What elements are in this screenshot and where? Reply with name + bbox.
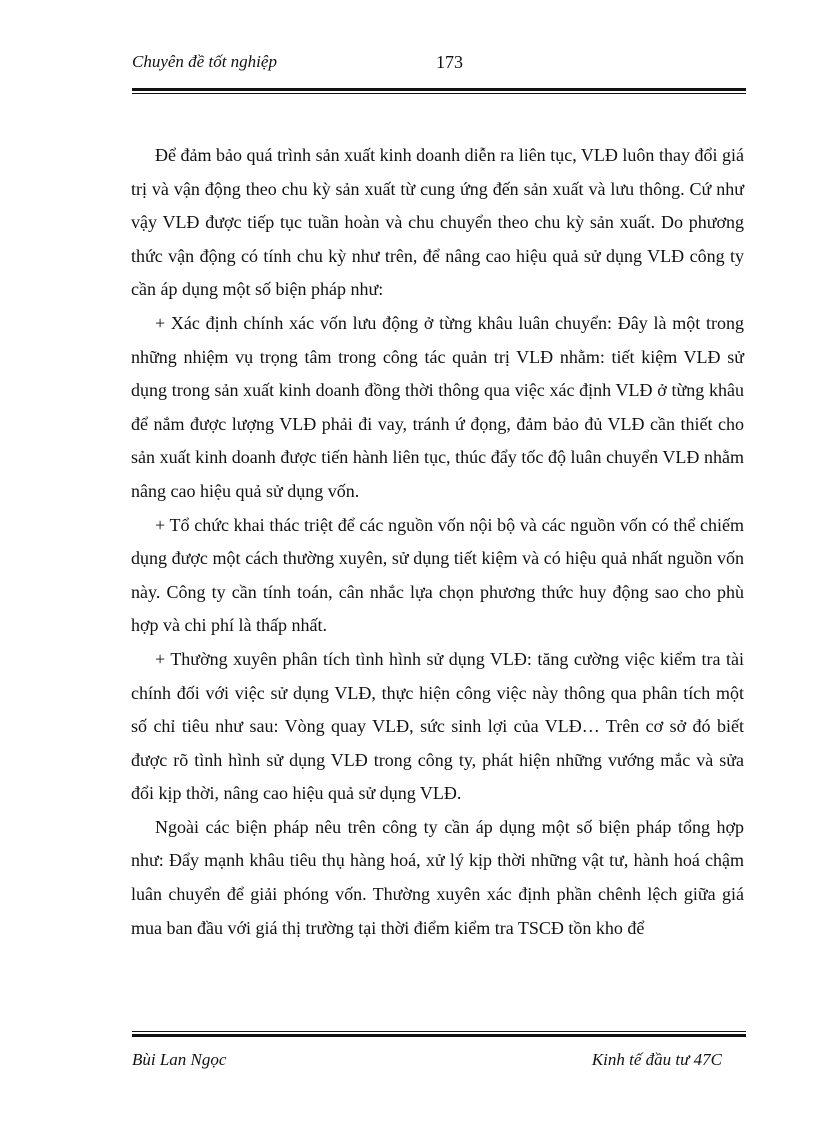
document-title: Chuyên đề tốt nghiệp [132, 52, 277, 71]
page-number: 173 [436, 52, 463, 72]
page-body [131, 139, 744, 945]
header-divider [132, 88, 746, 94]
paragraph: + Xác định chính xác vốn lưu động ở từng khâu luân chuyển: Đây là một trong những nhiệm vụ trọng tâm trong công tác quản trị VLĐ nhằm: tiết kiệm VLĐ sử dụng trong sản xuất kinh doanh đồng thời thông qua việc xác định VLĐ ở từng khâu để nắm được lượng VLĐ phải đi vay, tránh ứ đọng, đảm bảo đủ VLĐ cần thiết cho sản xuất kinh doanh được tiến hành liên tục, thúc đẩy tốc độ luân chuyển VLĐ nhằm nâng cao hiệu quả sử dụng vốn. [131, 312, 744, 501]
author-name: Bùi Lan Ngọc [132, 1050, 227, 1069]
department-label: Kinh tế đầu tư 47C [591, 1050, 722, 1069]
page-header [132, 50, 746, 76]
footer-divider [132, 1031, 746, 1037]
paragraph: + Thường xuyên phân tích tình hình sử dụng VLĐ: tăng cường việc kiểm tra tài chính đối với việc sử dụng VLĐ, thực hiện công việc này thông qua phân tích một số chỉ tiêu như sau: Vòng quay VLĐ, sức sinh lợi của VLĐ… Trên cơ sở đó biết được rõ tình hình sử dụng VLĐ trong công ty, phát hiện những vướng mắc và sửa đổi kịp thời, nâng cao hiệu quả sử dụng VLĐ. [131, 648, 744, 804]
paragraph: + Tổ chức khai thác triệt để các nguồn vốn nội bộ và các nguồn vốn có thể chiếm dụng được một cách thường xuyên, sử dụng tiết kiệm và có hiệu quả nhất nguồn vốn này. Công ty cần tính toán, cân nhắc lựa chọn phương thức huy động sao cho phù hợp và chi phí là thấp nhất. [131, 514, 744, 636]
paragraph: Để đảm bảo quá trình sản xuất kinh doanh diễn ra liên tục, VLĐ luôn thay đổi giá trị và vận động theo chu kỳ sản xuất từ cung ứng đến sản xuất và lưu thông. Cứ như vậy VLĐ được tiếp tục tuần hoàn và chu chuyển theo chu kỳ sản xuất. Do phương thức vận động có tính chu kỳ như trên, để nâng cao hiệu quả sử dụng VLĐ công ty cần áp dụng một số biện pháp như: [131, 145, 744, 300]
page-footer [132, 1050, 746, 1076]
paragraph: Ngoài các biện pháp nêu trên công ty cần áp dụng một số biện pháp tổng hợp như: Đẩy mạnh khâu tiêu thụ hàng hoá, xử lý kịp thời những vật tư, hành hoá chậm luân chuyển để giải phóng vốn. Thường xuyên xác định phần chênh lệch giữa giá mua ban đầu với giá thị trường tại thời điểm kiểm tra TSCĐ tồn kho để [131, 816, 744, 938]
